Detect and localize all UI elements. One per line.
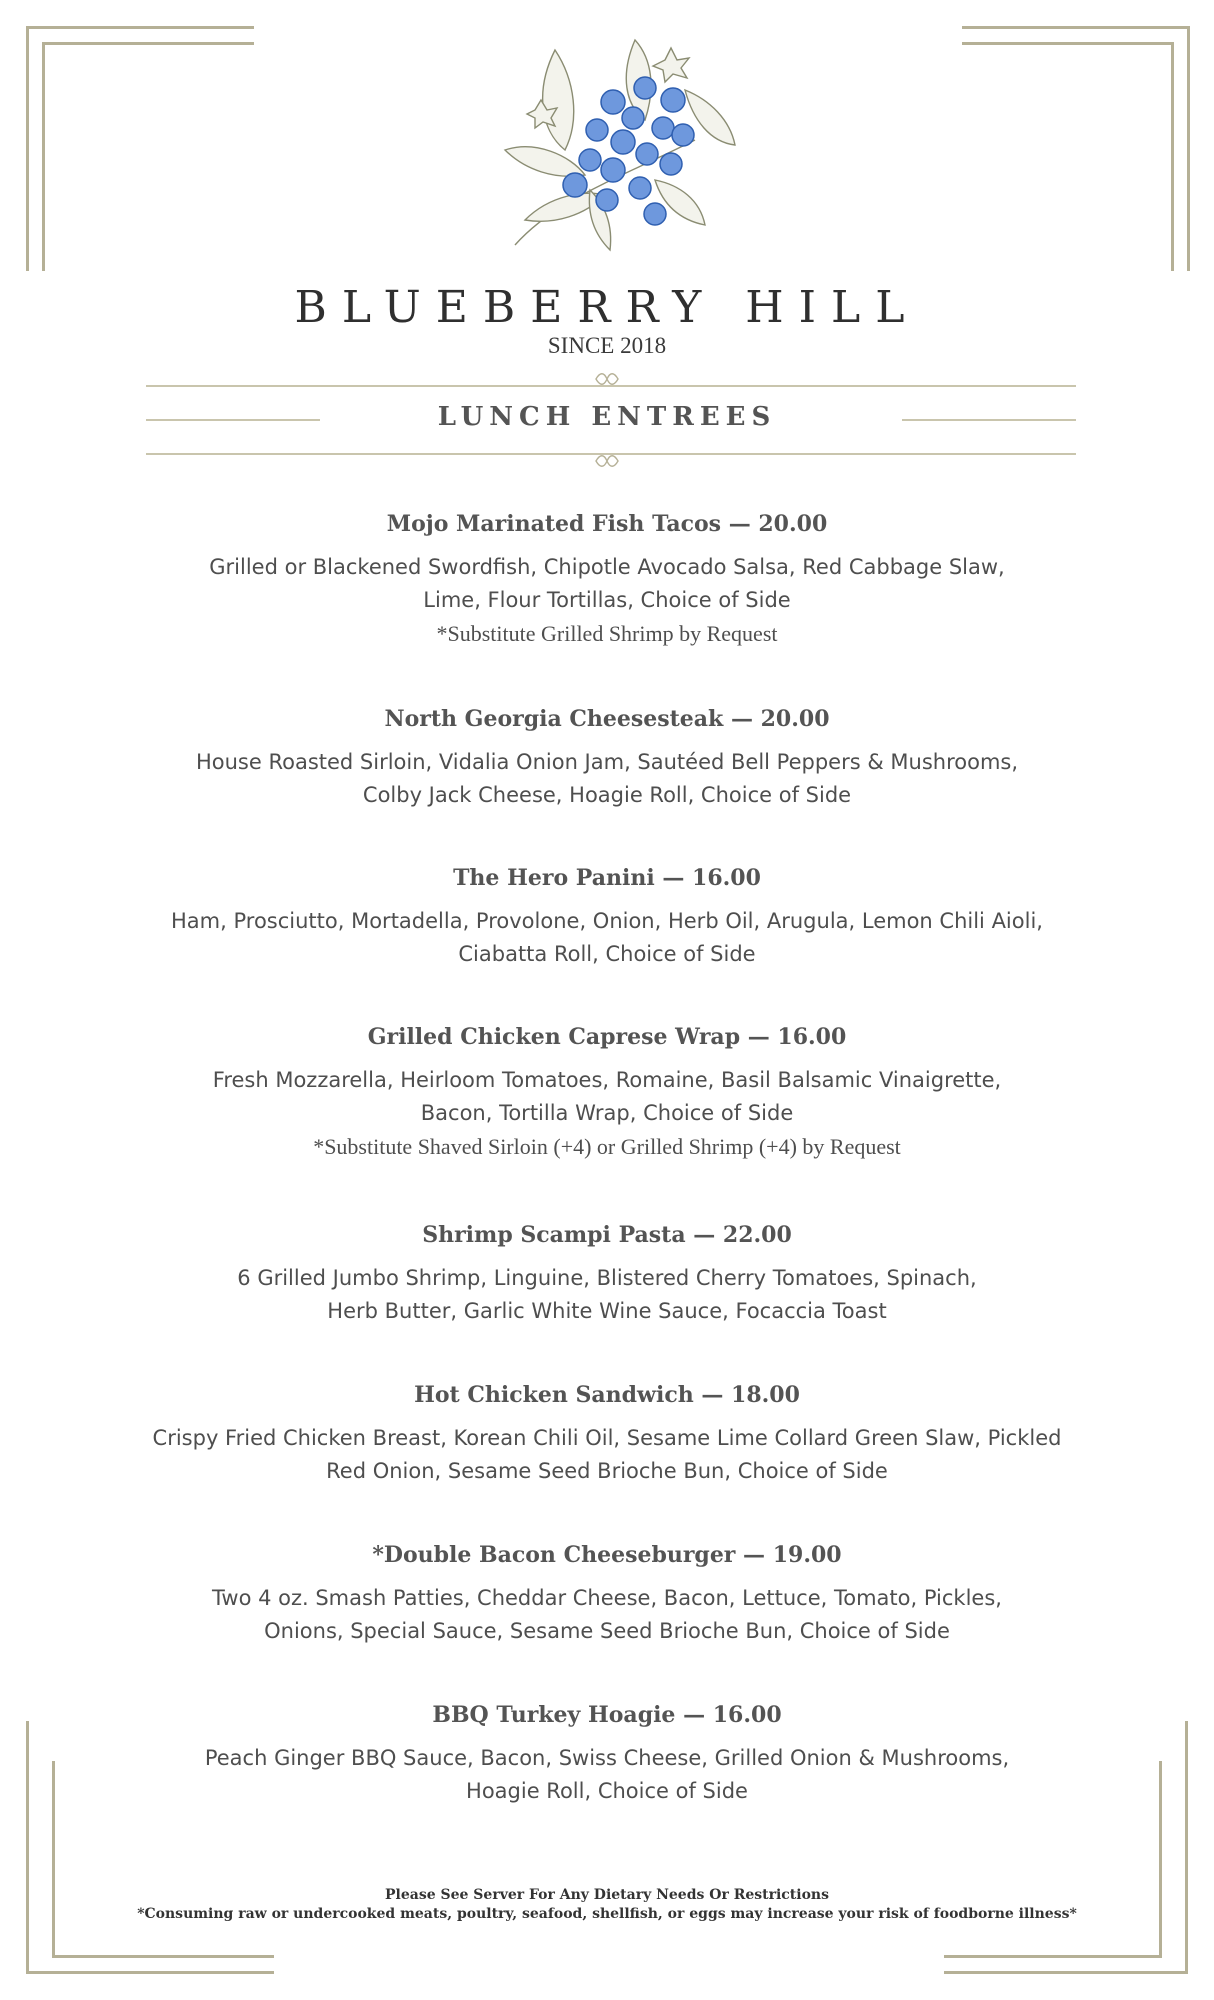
menu-item-description: Herb Butter, Garlic White Wine Sauce, Focaccia Toast (327, 1299, 887, 1323)
blueberry-branch-icon (495, 30, 755, 270)
footer-notice (0, 1886, 1214, 1924)
menu-item-description: Ham, Prosciutto, Mortadella, Provolone, Onion, Herb Oil, Arugula, Lemon Chili Aioli, (171, 909, 1043, 933)
menu-item-note: *Substitute Grilled Shrimp by Request (436, 621, 778, 646)
menu-item-description: Two 4 oz. Smash Patties, Cheddar Cheese, Bacon, Lettuce, Tomato, Pickles, (212, 1586, 1002, 1610)
menu-item-hero-panini (120, 863, 1094, 971)
menu-item-title: North Georgia Cheesesteak — 20.00 (384, 706, 830, 732)
menu-item-description: Fresh Mozzarella, Heirloom Tomatoes, Romaine, Basil Balsamic Vinaigrette, (212, 1068, 1002, 1092)
menu-item-title: Grilled Chicken Caprese Wrap — 16.00 (367, 1024, 847, 1050)
food-safety-disclaimer: *Consuming raw or undercooked meats, poultry, seafood, shellfish, or eggs may increase your risk of foodborne illness* (137, 1906, 1077, 1922)
menu-item-shrimp-scampi (120, 1220, 1094, 1328)
menu-item-fish-tacos (120, 509, 1094, 650)
menu-item-title: BBQ Turkey Hoagie — 16.00 (432, 1702, 782, 1728)
menu-item-turkey-hoagie (120, 1700, 1094, 1808)
menu-item-description: Crispy Fried Chicken Breast, Korean Chili Oil, Sesame Lime Collard Green Slaw, Pickled (152, 1426, 1062, 1450)
menu-item-description: Lime, Flour Tortillas, Choice of Side (423, 588, 791, 612)
menu-item-title: Shrimp Scampi Pasta — 22.00 (422, 1222, 792, 1248)
menu-item-cheeseburger (120, 1540, 1094, 1648)
menu-item-description: Peach Ginger BBQ Sauce, Bacon, Swiss Cheese, Grilled Onion & Mushrooms, (204, 1746, 1010, 1770)
flourish-top-icon (594, 372, 620, 386)
menu-item-description: Bacon, Tortilla Wrap, Choice of Side (420, 1101, 794, 1125)
menu-item-cheesesteak (120, 704, 1094, 812)
menu-item-description: Onions, Special Sauce, Sesame Seed Brioche Bun, Choice of Side (264, 1619, 950, 1643)
menu-item-description: Red Onion, Sesame Seed Brioche Bun, Choice of Side (326, 1459, 888, 1483)
menu-item-description: House Roasted Sirloin, Vidalia Onion Jam, Sautéed Bell Peppers & Mushrooms, (195, 750, 1019, 774)
restaurant-name: BLUEBERRY HILL (294, 282, 920, 333)
menu-item-description: Grilled or Blackened Swordfish, Chipotle Avocado Salsa, Red Cabbage Slaw, (209, 555, 1005, 579)
menu-item-note: *Substitute Shaved Sirloin (+4) or Grilled Shrimp (+4) by Request (313, 1134, 901, 1159)
menu-item-description: Ciabatta Roll, Choice of Side (458, 942, 756, 966)
menu-item-caprese-wrap (120, 1022, 1094, 1163)
menu-item-title: *Double Bacon Cheeseburger — 19.00 (372, 1542, 842, 1568)
dietary-notice: Please See Server For Any Dietary Needs Or Restrictions (385, 1887, 829, 1903)
section-title: LUNCH ENTREES (437, 402, 777, 432)
menu-item-hot-chicken (120, 1380, 1094, 1488)
menu-item-description: Hoagie Roll, Choice of Side (466, 1779, 748, 1803)
menu-item-title: Mojo Marinated Fish Tacos — 20.00 (386, 511, 828, 537)
since-year: SINCE 2018 (547, 333, 667, 358)
flourish-bottom-icon (594, 454, 620, 468)
menu-item-title: Hot Chicken Sandwich — 18.00 (414, 1382, 800, 1408)
menu-item-description: 6 Grilled Jumbo Shrimp, Linguine, Blistered Cherry Tomatoes, Spinach, (237, 1266, 977, 1290)
menu-item-description: Colby Jack Cheese, Hoagie Roll, Choice of Side (362, 783, 852, 807)
menu-item-title: The Hero Panini — 16.00 (453, 865, 761, 891)
